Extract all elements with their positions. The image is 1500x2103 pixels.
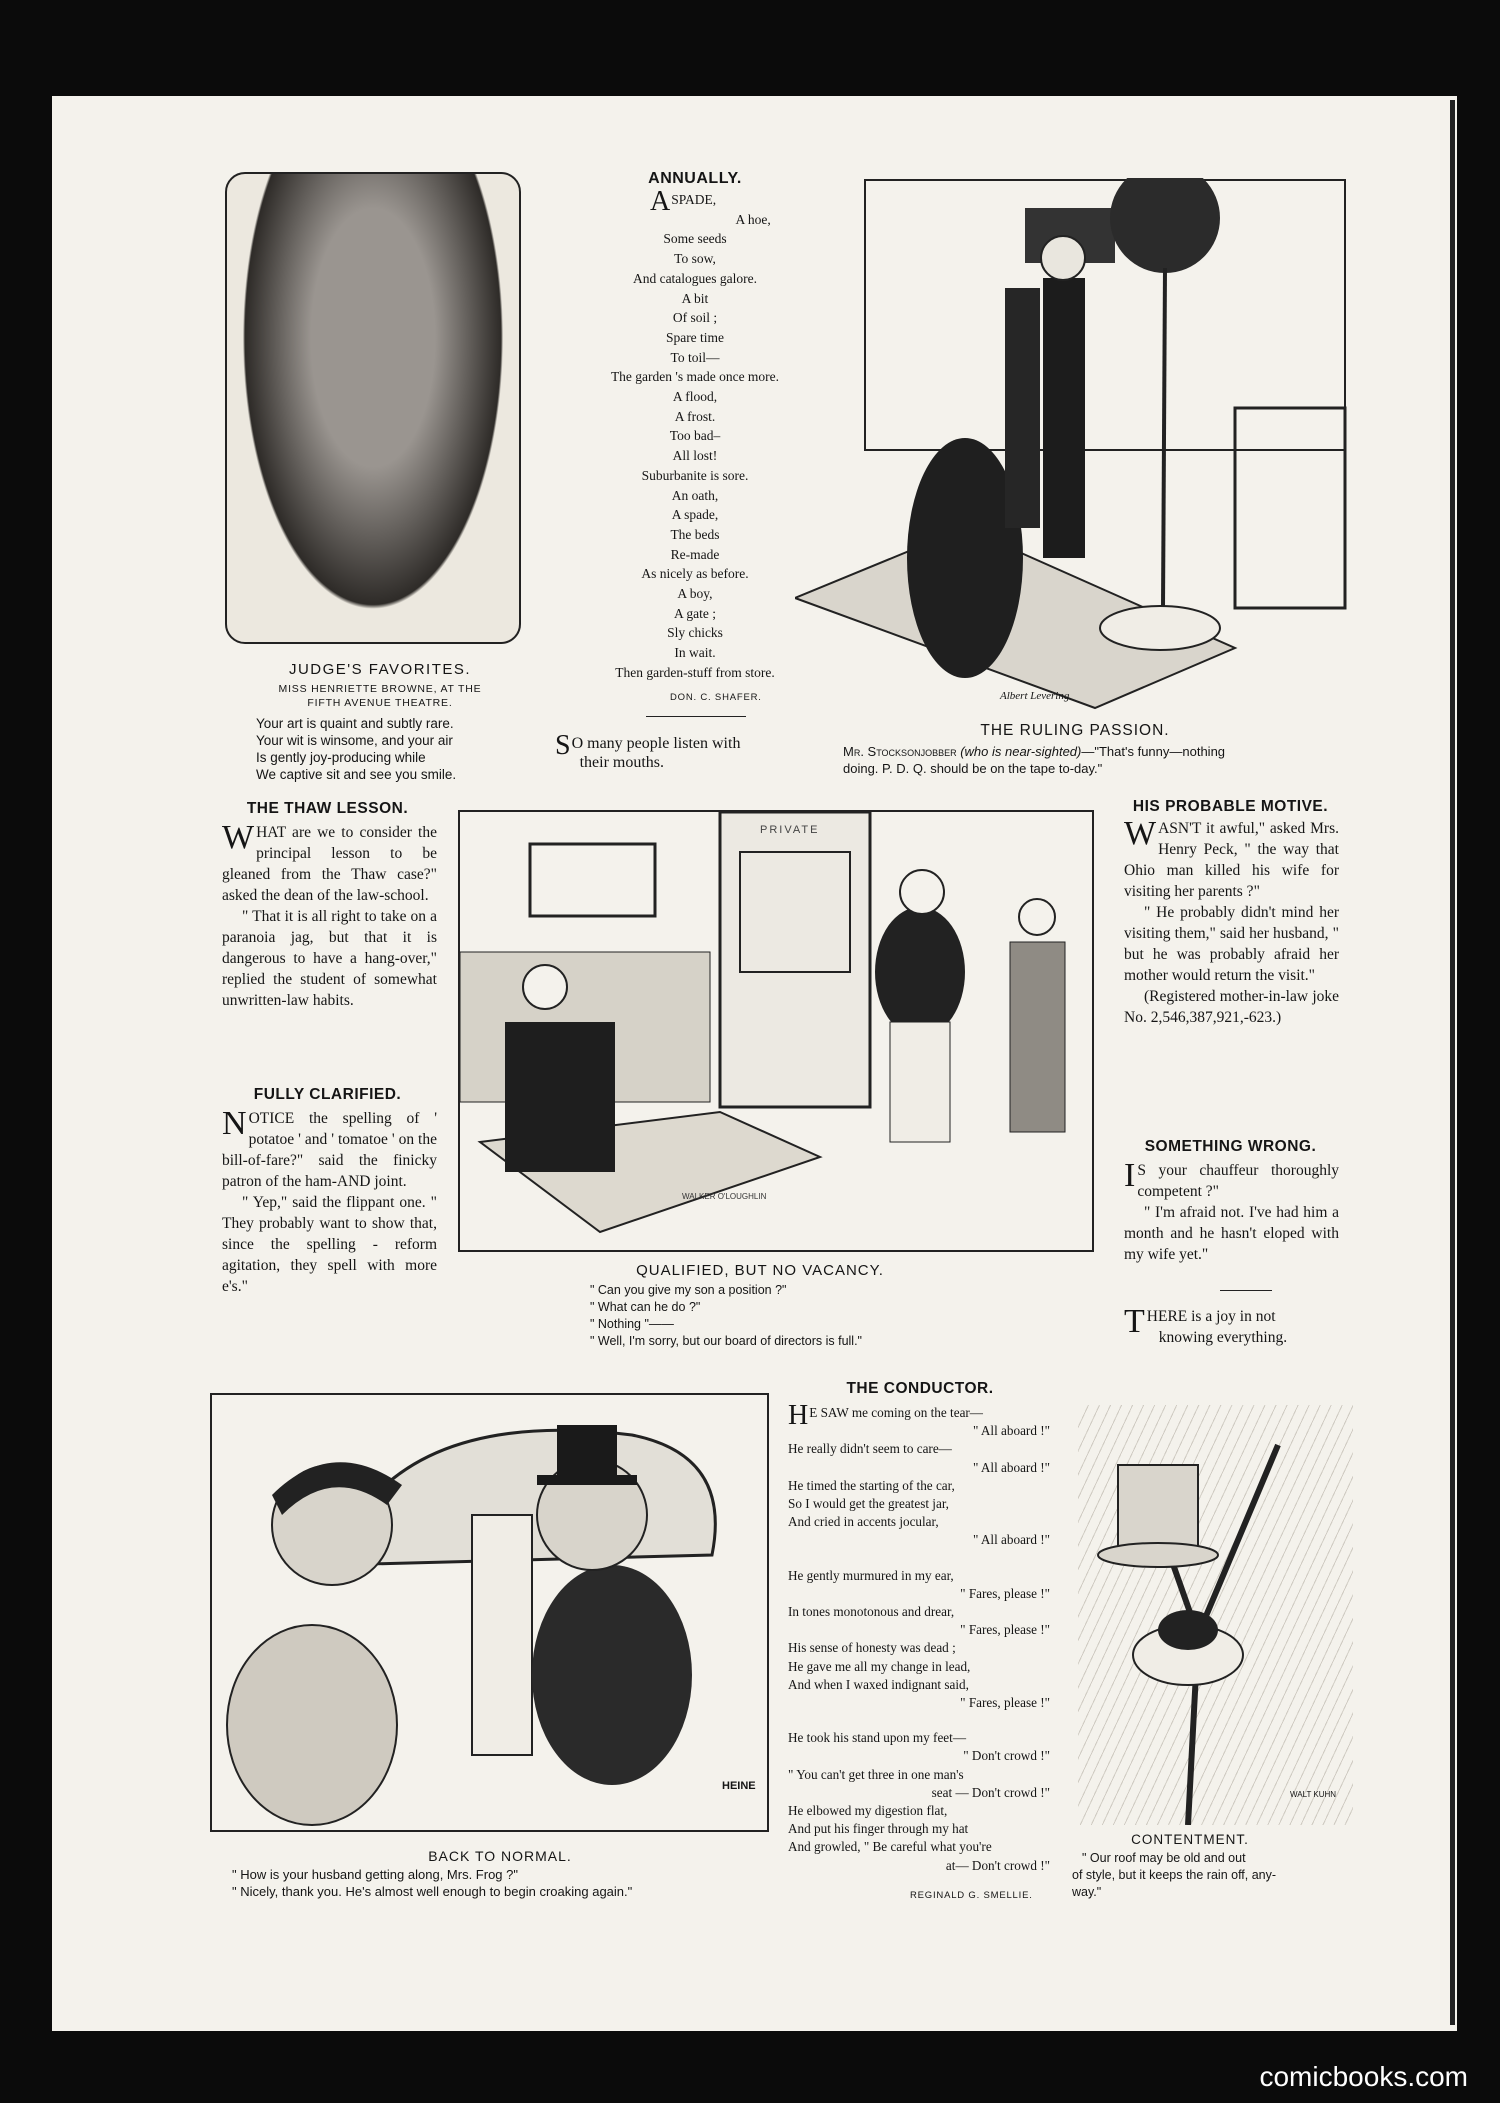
frogs-illustration — [210, 1393, 769, 1832]
clarified-title: FULLY CLARIFIED. — [253, 1086, 402, 1103]
wrong-paragraph-1: S your chauffeur thoroughly competent ?" — [1137, 1162, 1339, 1200]
poem-line: His sense of honesty was dead ; — [788, 1640, 956, 1656]
listen-line-1: O many people listen with — [571, 735, 741, 752]
caption-line-2: doing. P. D. Q. should be on the tape to-day." — [843, 761, 1103, 776]
poem-line: at— Don't crowd !" — [945, 1857, 1050, 1873]
dialogue-line: " Well, I'm sorry, but our board of directors is full." — [590, 1334, 862, 1348]
favorites-title: JUDGE'S FAVORITES. — [288, 661, 472, 678]
drop-cap: N — [222, 1105, 247, 1142]
dialogue-line: " Nicely, thank you. He's almost well enough to begin croaking again." — [232, 1884, 633, 1899]
joy-line-1: HERE is a joy in not — [1146, 1308, 1276, 1325]
poem-line: A boy, — [677, 586, 713, 602]
conductor-title: THE CONDUCTOR. — [846, 1380, 994, 1397]
thaw-title: THE THAW LESSON. — [246, 800, 409, 817]
frogs-signature: HEINE — [722, 1780, 756, 1792]
poem-line: " Fares, please !" — [960, 1695, 1050, 1711]
poem-line: To toil— — [670, 349, 720, 365]
poem-line: " You can't get three in one man's — [788, 1766, 964, 1782]
drop-cap: I — [1124, 1157, 1136, 1194]
drop-cap: W — [1124, 815, 1157, 852]
caption-line-1: —"That's funny—nothing — [1081, 744, 1226, 759]
favorites-verse — [256, 715, 556, 783]
poem-line: Re-made — [670, 546, 720, 562]
poem-line: " Fares, please !" — [960, 1585, 1050, 1601]
annually-poem — [555, 186, 835, 683]
ruling-passion-signature: Albert Levering — [1000, 690, 1070, 702]
caption-line: of style, but it keeps the rain off, any- — [1072, 1868, 1277, 1882]
poem-line: A frost. — [674, 408, 716, 424]
poem-line: " All aboard !" — [972, 1423, 1050, 1439]
portrait-illustration — [225, 172, 521, 644]
poem-line: Suburbanite is sore. — [641, 467, 749, 483]
qualified-dialogue — [590, 1282, 1010, 1350]
clarified-paragraph-2: " Yep," said the flippant one. " They probably want to show that, since the spelling - reform agitation, they spell with more e's." — [222, 1194, 437, 1295]
annually-author: DON. C. SHAFER. — [670, 692, 762, 703]
poem-line: And cried in accents jocular, — [788, 1514, 939, 1530]
conductor-poem — [788, 1400, 1050, 1875]
poem-line: He timed the starting of the car, — [788, 1477, 955, 1493]
contentment-caption — [1072, 1850, 1372, 1901]
poem-line: Sly chicks — [667, 625, 723, 641]
poem-line: " Fares, please !" — [960, 1622, 1050, 1638]
poem-line: seat — Don't crowd !" — [931, 1784, 1050, 1800]
poem-line: He gently murmured in my ear, — [788, 1567, 954, 1583]
poem-line: He gave me all my change in lead, — [788, 1658, 971, 1674]
motive-title: HIS PROBABLE MOTIVE. — [1132, 798, 1329, 815]
poem-line: SPADE, — [671, 192, 717, 207]
office-signature: WALKER O'LOUGHLIN — [682, 1192, 767, 1201]
frogs-drawing — [212, 1395, 767, 1830]
motive-paragraph-2: " He probably didn't mind her visiting them," said her husband, " but he was probably afraid her mother would return the visit." — [1124, 904, 1339, 984]
site-watermark: comicbooks.com — [1259, 2061, 1468, 2092]
qualified-title: QUALIFIED, BUT NO VACANCY. — [636, 1262, 884, 1279]
favorites-subtitle-1: MISS HENRIETTE BROWNE, AT THE — [278, 683, 482, 695]
poem-line: The beds — [670, 526, 720, 542]
thaw-paragraph-2: " That it is all right to take on a paranoia jag, but that it is dangerous to have a hang-over," replied the student of somewhat unwritten-law habits. — [222, 908, 437, 1009]
contentment-drawing — [1078, 1405, 1353, 1825]
divider — [1220, 1290, 1272, 1291]
annually-title: ANNUALLY. — [648, 170, 742, 187]
drop-cap: W — [222, 819, 255, 856]
verse-line: Your wit is winsome, and your air — [256, 733, 453, 748]
poem-line: A flood, — [672, 389, 718, 405]
drop-cap: S — [555, 730, 571, 761]
poem-line: And catalogues galore. — [632, 270, 758, 286]
dialogue-line: " What can he do ?" — [590, 1300, 701, 1314]
poem-line: And when I waxed indignant said, — [788, 1676, 969, 1692]
poem-line: E SAW me coming on the tear— — [809, 1405, 983, 1420]
poem-line: Spare time — [665, 329, 725, 345]
verse-line: Your art is quaint and subtly rare. — [256, 716, 454, 731]
poem-line: He took his stand upon my feet— — [788, 1730, 967, 1746]
normal-dialogue — [232, 1866, 792, 1900]
dialogue-line: " How is your husband getting along, Mrs. Frog ?" — [232, 1867, 518, 1882]
poem-line: A bit — [681, 290, 709, 306]
clarified-paragraph-1: OTICE the spelling of ' potatoe ' and ' tomatoe ' on the bill-of-fare?" said the finicky patron of the ham-AND joint. — [222, 1110, 437, 1190]
poem-line: " Don't crowd !" — [963, 1748, 1050, 1764]
wrong-title: SOMETHING WRONG. — [1144, 1138, 1317, 1155]
poem-line: Then garden-stuff from store. — [615, 664, 775, 680]
poem-line: Some seeds — [663, 231, 727, 247]
joy-paragraph — [1124, 1303, 1339, 1348]
wrong-paragraph-2: " I'm afraid not. I've had him a month and he hasn't eloped with my wife yet." — [1124, 1204, 1339, 1263]
poem-line: Too bad– — [669, 428, 721, 444]
contentment-signature: WALT KUHN — [1290, 1790, 1337, 1799]
wrong-article — [1124, 1157, 1339, 1265]
poem-line: As nicely as before. — [641, 566, 749, 582]
poem-line: So I would get the greatest jar, — [788, 1496, 949, 1512]
poem-line: To sow, — [674, 251, 716, 267]
speaker-aside: (who is near-sighted) — [960, 744, 1082, 759]
dialogue-line: " Nothing "—— — [590, 1317, 674, 1331]
speaker-name: Mr. Stocksonjobber — [843, 744, 957, 759]
poem-line: He really didn't seem to care— — [788, 1441, 952, 1457]
caption-line: " Our roof may be old and out — [1082, 1851, 1246, 1865]
poem-line: And growled, " Be careful what you're — [788, 1839, 992, 1855]
drop-cap: A — [650, 186, 671, 217]
conductor-author: REGINALD G. SMELLIE. — [910, 1890, 1033, 1901]
divider — [646, 716, 746, 717]
listen-line-2: their mouths. — [579, 754, 665, 771]
poem-line: All lost! — [672, 448, 718, 464]
motive-paragraph-3: (Registered mother-in-law joke No. 2,546,387,921,-623.) — [1124, 988, 1339, 1026]
poem-line: And put his finger through my hat — [788, 1821, 969, 1837]
caption-line: way." — [1072, 1885, 1102, 1899]
ruling-passion-caption — [843, 743, 1333, 777]
poem-line: An oath, — [671, 487, 719, 503]
ruling-passion-illustration — [795, 178, 1350, 713]
listen-paragraph — [555, 730, 795, 772]
poem-line: The garden 's made once more. — [610, 369, 780, 385]
drop-cap: H — [788, 1400, 809, 1431]
ruling-passion-title: THE RULING PASSION. — [980, 722, 1170, 739]
poem-line: Of soil ; — [672, 310, 718, 326]
contentment-illustration — [1078, 1405, 1353, 1825]
clarified-article — [222, 1105, 437, 1297]
ruling-passion-drawing — [795, 178, 1350, 713]
verse-line: Is gently joy-producing while — [256, 750, 426, 765]
poem-line: " All aboard !" — [972, 1532, 1050, 1548]
poem-line: A spade, — [671, 507, 719, 523]
office-drawing — [460, 812, 1092, 1250]
verse-line: We captive sit and see you smile. — [256, 767, 457, 782]
office-illustration — [458, 810, 1094, 1252]
poem-line: In wait. — [674, 645, 716, 661]
thaw-article — [222, 819, 437, 1011]
normal-title: BACK TO NORMAL. — [428, 1848, 572, 1864]
door-lettering: PRIVATE — [760, 824, 820, 836]
page-edge-shadow — [1450, 100, 1455, 2025]
poem-line: In tones monotonous and drear, — [788, 1604, 955, 1620]
poem-line: A gate ; — [674, 605, 716, 621]
dialogue-line: " Can you give my son a position ?" — [590, 1283, 787, 1297]
poem-line: He elbowed my digestion flat, — [788, 1803, 948, 1819]
thaw-paragraph-1: HAT are we to consider the principal lesson to be gleaned from the Thaw case?" asked the dean of the law-school. — [222, 824, 437, 904]
motive-article — [1124, 815, 1339, 1028]
poem-line: A hoe, — [735, 211, 771, 227]
joy-line-2: knowing everything. — [1158, 1329, 1288, 1346]
favorites-subtitle-2: FIFTH AVENUE THEATRE. — [307, 697, 453, 709]
poem-line: " All aboard !" — [972, 1459, 1050, 1475]
motive-paragraph-1: ASN'T it awful," asked Mrs. Henry Peck, " the way that Ohio man killed his wife for visiting her parents ?" — [1124, 820, 1339, 900]
contentment-title: CONTENTMENT. — [1131, 1832, 1249, 1847]
drop-cap: T — [1124, 1303, 1145, 1340]
